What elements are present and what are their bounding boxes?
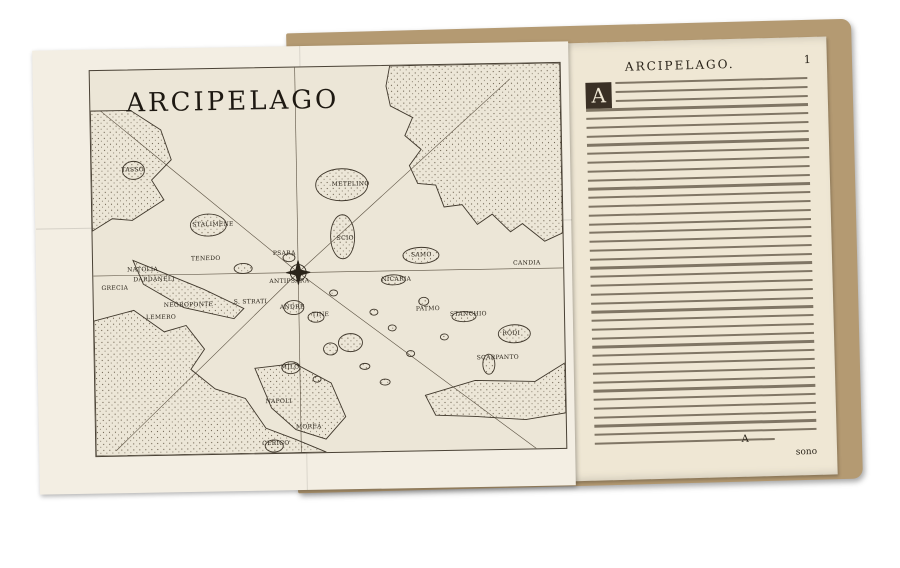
label-scio: SCIO	[336, 234, 354, 242]
label-tenedo: TENEDO	[190, 254, 221, 263]
label-cerigo: CERIGO	[262, 439, 290, 448]
label-negroponte: NEGROPONTE	[163, 301, 214, 309]
drop-cap: A	[585, 82, 612, 109]
label-stanchio: STANCHIO	[449, 310, 487, 318]
small-isle-3	[360, 363, 370, 369]
map-plate	[89, 62, 568, 457]
label-dardaneli: DARDANELI	[133, 275, 175, 284]
small-isle-5	[313, 376, 321, 382]
skyros-island	[234, 263, 252, 273]
map-engraving	[90, 63, 567, 456]
label-milo: MILO	[280, 363, 300, 371]
small-isle-2	[388, 325, 396, 331]
label-psara: PSARA	[272, 249, 296, 257]
label-rodi: RODI	[502, 329, 521, 337]
label-sanstrati: S. STRATI	[233, 298, 268, 306]
text-page	[554, 37, 837, 482]
paros-island	[323, 343, 337, 355]
candia-island	[425, 363, 566, 421]
page-number: 1	[803, 52, 811, 67]
label-antipsara: ANTIPSARA	[269, 277, 310, 286]
label-grecia: GRECIA	[101, 284, 129, 292]
catchword: sono	[795, 446, 818, 458]
label-scarpanto: SCARPANTO	[476, 353, 520, 362]
body-text-block	[585, 77, 817, 451]
small-isle-7	[440, 334, 448, 340]
map-title: ARCIPELAGO	[125, 84, 340, 119]
small-isle-6	[330, 290, 338, 296]
label-natolia: NATOLIA	[127, 265, 159, 274]
small-isle-4	[407, 351, 415, 357]
label-candia: CANDIA	[513, 259, 541, 267]
label-napoli: NAPOLI	[265, 397, 293, 406]
small-isle-1	[370, 309, 378, 315]
asia-minor-coast	[386, 63, 563, 244]
label-andre: ANDRE	[279, 303, 305, 311]
small-isle-8	[380, 379, 390, 385]
label-morea: MOREA	[295, 423, 322, 431]
label-nicaria: NICARIA	[381, 275, 412, 284]
signature-mark: A	[741, 433, 749, 445]
landmasses	[90, 63, 567, 456]
label-samo: SAMO	[410, 251, 432, 259]
label-tinos: TINE	[311, 310, 330, 319]
naxos-island	[338, 333, 362, 351]
label-patmo: PATMO	[415, 305, 440, 313]
label-tasso: TASSO	[121, 166, 145, 174]
label-stalimene: STALIMENE	[192, 220, 234, 229]
patmos-island	[419, 297, 429, 305]
label-mitelino: METELINO	[331, 180, 370, 188]
page-heading: ARCIPELAGO.	[624, 56, 735, 74]
label-lemero: LEMERO	[145, 313, 177, 322]
